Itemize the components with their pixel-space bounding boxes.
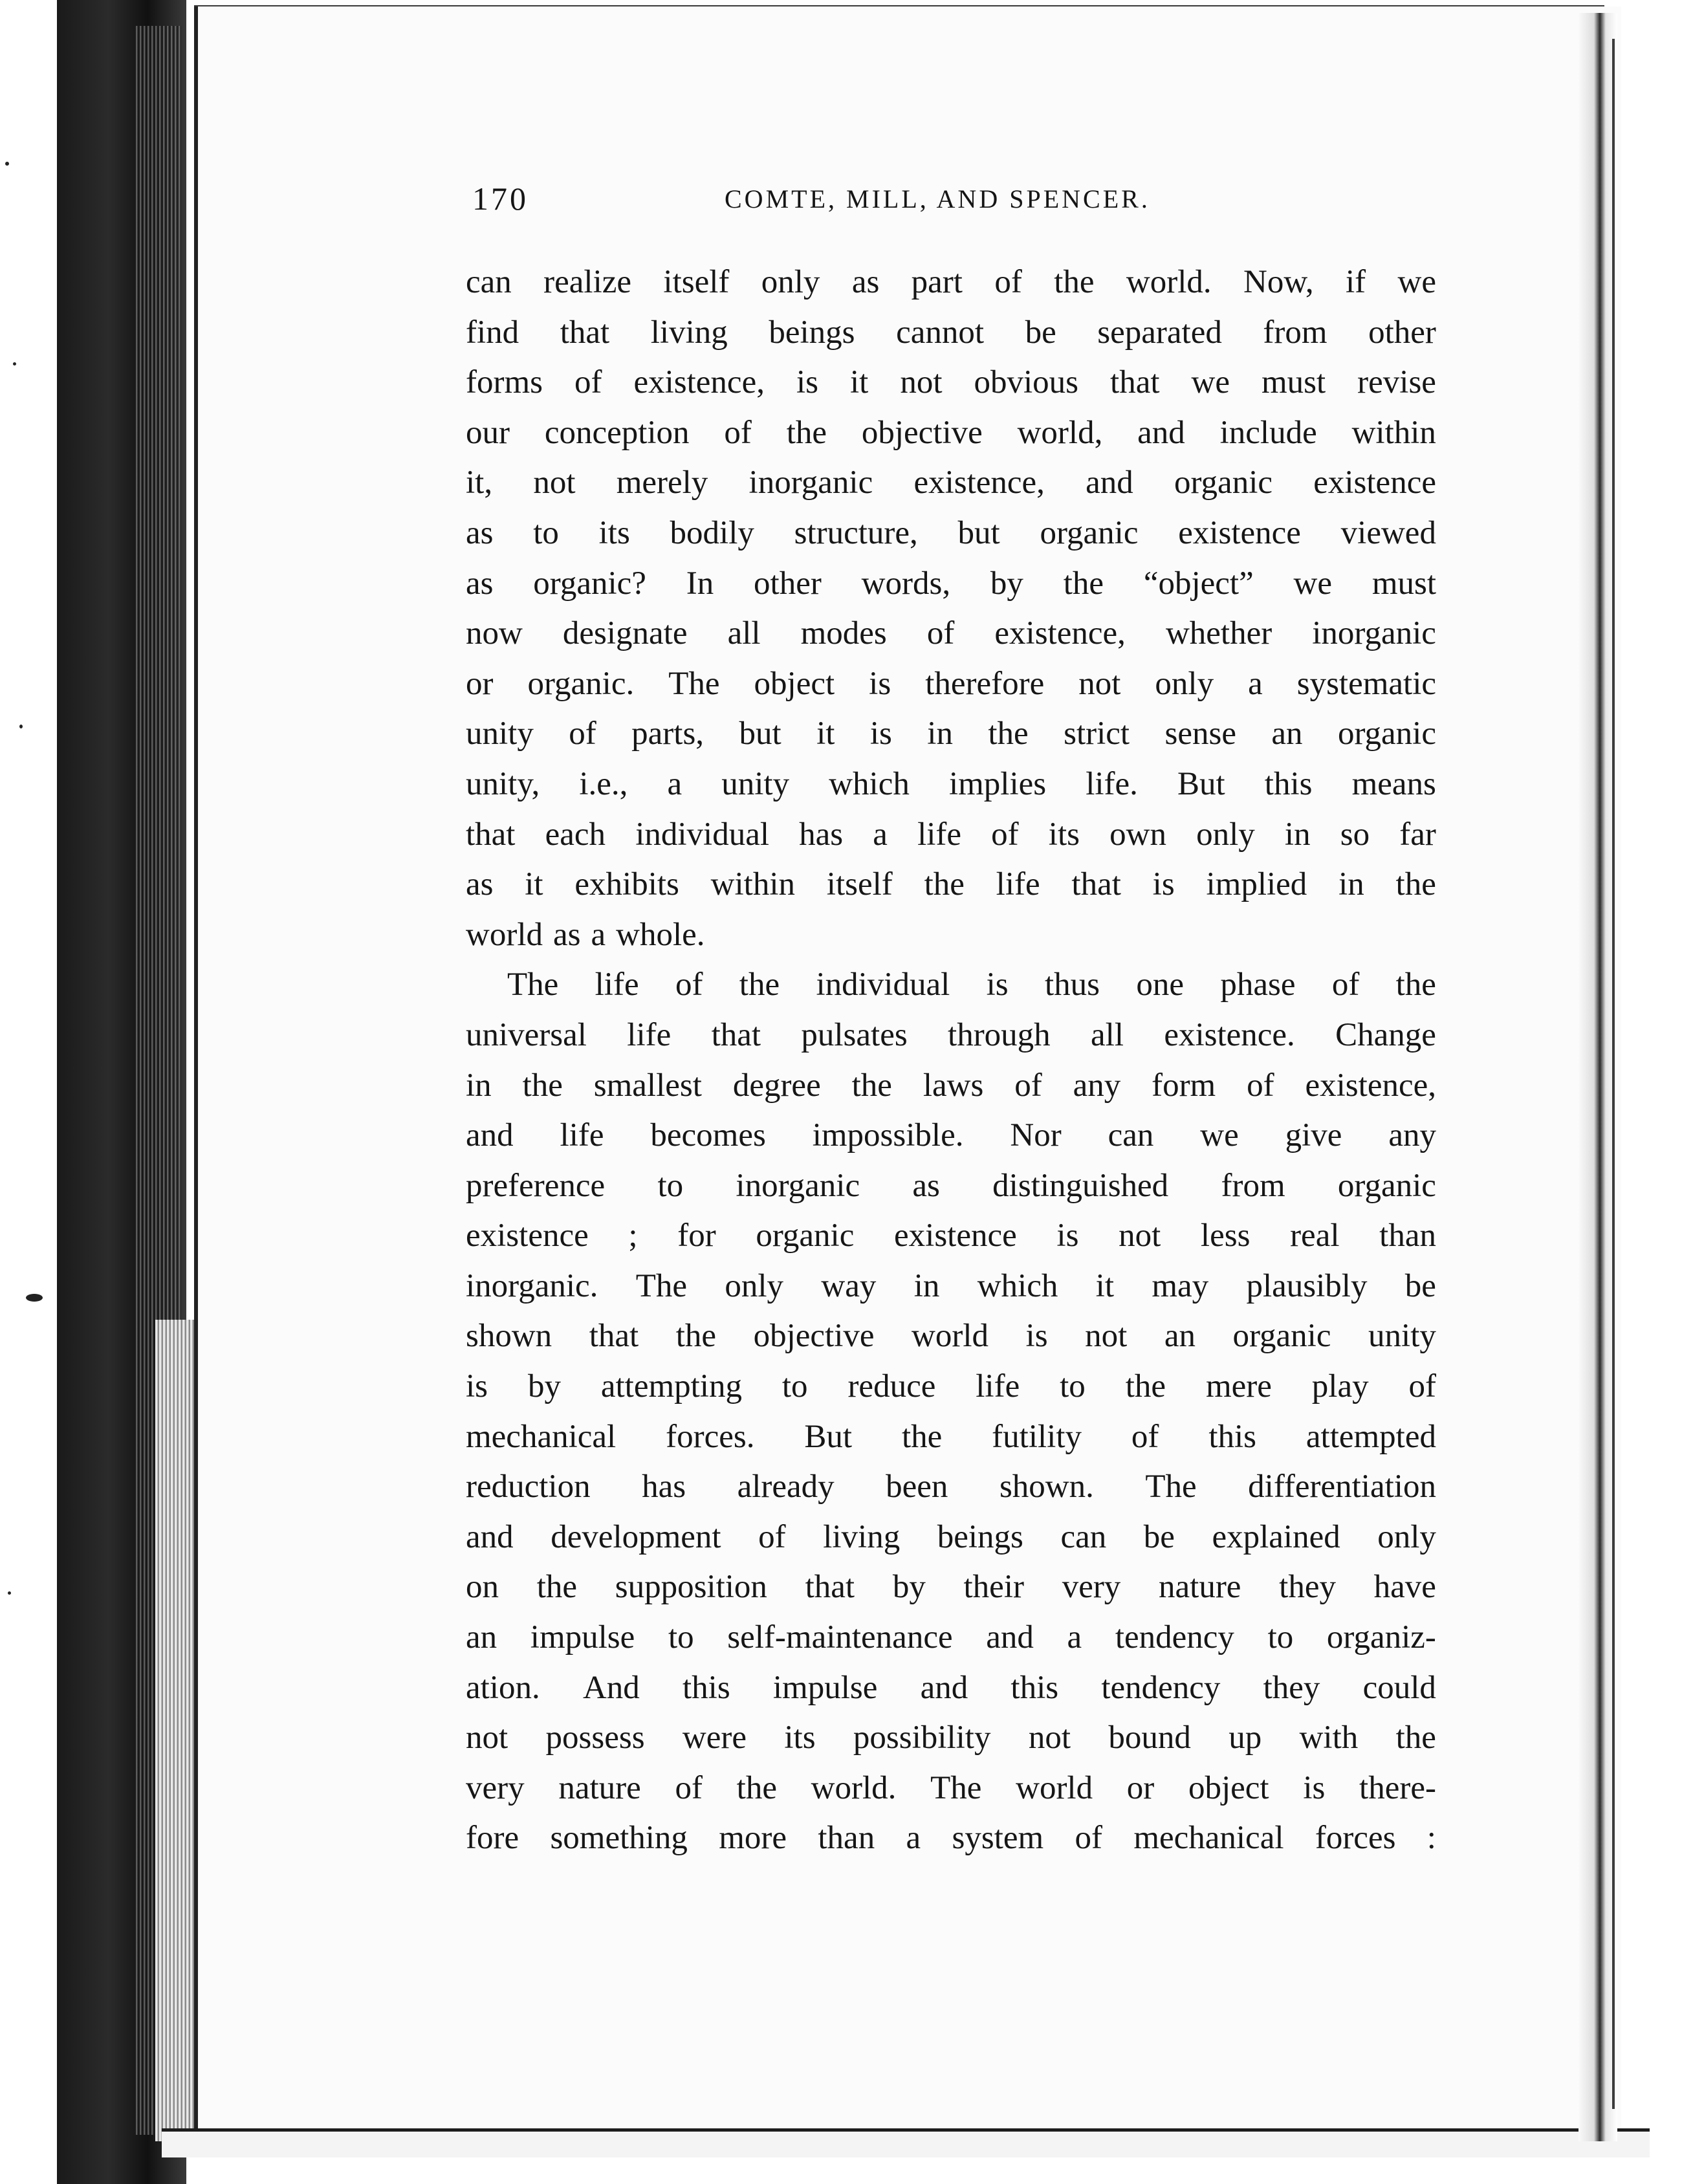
- text-line: mechanical forces. But the futility of this attempted: [466, 1418, 1436, 1455]
- text-line: not possess were its possibility not bound up with the: [466, 1720, 1436, 1756]
- speck: [13, 362, 16, 366]
- text-line: forms of existence, is it not obvious that we must revise: [466, 364, 1436, 401]
- text-line: on the supposition that by their very nature they have: [466, 1569, 1436, 1606]
- text-line: unity, i.e., a unity which implies life. But this means: [466, 765, 1436, 802]
- text-line: existence ; for organic existence is not less real than: [466, 1218, 1436, 1254]
- text-line: world as a whole.: [466, 916, 705, 953]
- running-head: COMTE, MILL, AND SPENCER.: [725, 184, 1150, 213]
- right-gutter: [1578, 13, 1617, 2141]
- text-line: preference to inorganic as distinguished from organic: [466, 1167, 1436, 1204]
- text-line: ation. And this impulse and this tendency they could: [466, 1669, 1436, 1706]
- body-text: [466, 257, 1436, 1864]
- text-line: very nature of the world. The world or object is there-: [466, 1769, 1436, 1806]
- text-line: as to its bodily structure, but organic existence viewed: [466, 514, 1436, 551]
- text-line: or organic. The object is therefore not only a systematic: [466, 665, 1436, 702]
- text-line: universal life that pulsates through all existence. Change: [466, 1016, 1436, 1053]
- text-line: it, not merely inorganic existence, and organic existence: [466, 464, 1436, 501]
- text-line: is by attempting to reduce life to the mere play of: [466, 1368, 1436, 1405]
- speck: [26, 1294, 43, 1302]
- speck: [8, 1591, 11, 1595]
- speck: [19, 725, 23, 728]
- text-line: reduction has already been shown. The differentiation: [466, 1469, 1436, 1505]
- text-line: as organic? In other words, by the “object” we must: [466, 565, 1436, 602]
- text-line: and life becomes impossible. Nor can we give any: [466, 1117, 1436, 1154]
- speck: [5, 162, 9, 166]
- text-line: inorganic. The only way in which it may plausibly be: [466, 1267, 1436, 1304]
- text-line: in the smallest degree the laws of any form of existence,: [466, 1067, 1436, 1104]
- text-line: that each individual has a life of its own only in so far: [466, 816, 1436, 853]
- text-line: now designate all modes of existence, whether inorganic: [466, 615, 1436, 652]
- text-line: can realize itself only as part of the world. Now, if we: [466, 264, 1436, 300]
- text-line: find that living beings cannot be separated from other: [466, 314, 1436, 351]
- text-line: an impulse to self-maintenance and a tendency to organiz-: [466, 1619, 1436, 1656]
- text-line: shown that the objective world is not an organic unity: [466, 1318, 1436, 1355]
- text-line: as it exhibits within itself the life that is implied in the: [466, 866, 1436, 903]
- text-line: our conception of the objective world, and include within: [466, 414, 1436, 451]
- page-number: 170: [472, 180, 529, 217]
- bottom-page-edge: [162, 2128, 1650, 2157]
- text-line: and development of living beings can be explained only: [466, 1518, 1436, 1555]
- text-line: unity of parts, but it is in the strict sense an organic: [466, 715, 1436, 752]
- text-line: The life of the individual is thus one phase of the: [507, 966, 1436, 1003]
- right-gutter-rule: [1612, 39, 1615, 2109]
- text-line: fore something more than a system of mechanical forces :: [466, 1820, 1436, 1857]
- page-header: [472, 180, 1443, 225]
